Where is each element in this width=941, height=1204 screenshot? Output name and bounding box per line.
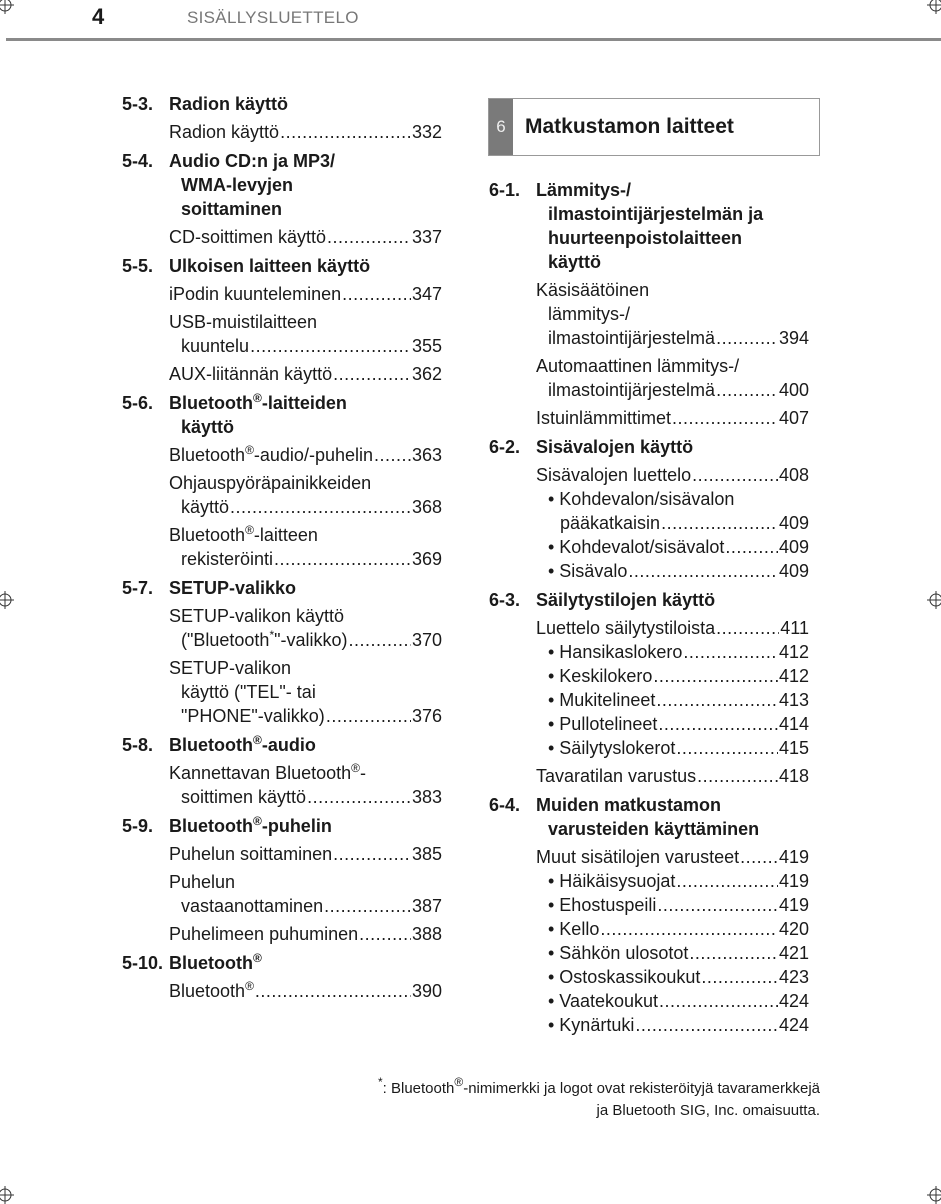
entry-page-number: 388 bbox=[411, 924, 442, 944]
dot-leader bbox=[672, 406, 778, 430]
entry-page-number: 408 bbox=[778, 465, 809, 485]
section-title-line: WMA-levyjen bbox=[181, 175, 294, 195]
entry-page-number: 419 bbox=[778, 895, 809, 915]
dot-leader bbox=[349, 628, 411, 652]
entry-page-number: 413 bbox=[778, 690, 809, 710]
entry-text: Radion käyttö bbox=[169, 122, 280, 142]
entry-text: Puhelun bbox=[169, 872, 236, 892]
entry-page-number: 394 bbox=[778, 328, 809, 348]
entry-line bbox=[536, 1013, 809, 1037]
entry-page-number: 370 bbox=[411, 630, 442, 650]
section-title-line: Bluetooth®-puhelin bbox=[169, 814, 332, 836]
entry-text: "PHONE"-valikko) bbox=[181, 706, 325, 726]
section-title bbox=[169, 391, 442, 439]
entry-text: • Sähkön ulosotot bbox=[548, 943, 689, 963]
registration-mark-icon bbox=[0, 0, 14, 14]
toc-entry[interactable] bbox=[122, 310, 442, 358]
section-number: 6-4. bbox=[489, 795, 521, 815]
entry-line bbox=[169, 120, 442, 144]
entry-text: Kannettavan Bluetooth®- bbox=[169, 761, 366, 783]
section-title bbox=[169, 814, 442, 838]
toc-entry[interactable] bbox=[489, 965, 809, 989]
toc-entry[interactable] bbox=[489, 487, 809, 535]
section-number: 5-6. bbox=[122, 393, 154, 413]
toc-entry[interactable] bbox=[489, 354, 809, 402]
entry-text: ("Bluetooth*"-valikko) bbox=[181, 628, 348, 650]
entry-line bbox=[169, 443, 442, 467]
toc-entry[interactable] bbox=[489, 736, 809, 760]
entry-text: iPodin kuunteleminen bbox=[169, 284, 342, 304]
entry-line bbox=[169, 761, 442, 785]
entry-page-number: 390 bbox=[411, 981, 442, 1001]
entry-line bbox=[169, 680, 442, 704]
entry-line bbox=[169, 471, 442, 495]
entry-text: pääkatkaisin bbox=[560, 513, 661, 533]
section-title-line: varusteiden käyttäminen bbox=[548, 819, 760, 839]
section-title-line: soittaminen bbox=[181, 199, 283, 219]
toc-entry[interactable] bbox=[489, 640, 809, 664]
entry-page-number: 355 bbox=[411, 336, 442, 356]
entry-line bbox=[536, 511, 809, 535]
toc-section bbox=[122, 149, 442, 249]
toc-entry[interactable] bbox=[489, 688, 809, 712]
toc-section bbox=[122, 814, 442, 946]
entry-line bbox=[169, 870, 442, 894]
entry-line bbox=[536, 989, 809, 1013]
toc-section bbox=[122, 391, 442, 571]
dot-leader bbox=[659, 989, 778, 1013]
entry-text: ilmastointijärjestelmä bbox=[548, 328, 716, 348]
entry-text: vastaanottaminen bbox=[181, 896, 324, 916]
toc-entry[interactable] bbox=[122, 471, 442, 519]
section-title-line: Muiden matkustamon bbox=[536, 795, 722, 815]
entry-line bbox=[169, 704, 442, 728]
section-title bbox=[169, 92, 442, 116]
chapter-heading-box bbox=[488, 98, 820, 156]
toc-entry[interactable] bbox=[122, 842, 442, 866]
section-heading bbox=[122, 951, 442, 975]
entry-text: kuuntelu bbox=[181, 336, 250, 356]
entry-text: • Sisävalo bbox=[548, 561, 628, 581]
entry-line bbox=[536, 535, 809, 559]
dot-leader bbox=[676, 869, 778, 893]
entry-page-number: 369 bbox=[411, 549, 442, 569]
toc-entry[interactable] bbox=[489, 616, 809, 640]
entry-text: • Ehostuspeili bbox=[548, 895, 657, 915]
entry-text: • Kynärtuki bbox=[548, 1015, 635, 1035]
entry-page-number: 409 bbox=[778, 561, 809, 581]
section-heading bbox=[122, 733, 442, 757]
toc-entry[interactable] bbox=[122, 225, 442, 249]
entry-text: • Pullotelineet bbox=[548, 714, 658, 734]
entry-line bbox=[536, 712, 809, 736]
entry-line bbox=[169, 282, 442, 306]
dot-leader bbox=[333, 842, 411, 866]
entry-line bbox=[169, 362, 442, 386]
entry-page-number: 424 bbox=[778, 1015, 809, 1035]
toc-entry[interactable] bbox=[122, 870, 442, 918]
section-heading bbox=[489, 588, 809, 612]
registration-mark-icon bbox=[0, 591, 14, 609]
entry-text: • Mukitelineet bbox=[548, 690, 656, 710]
entry-page-number: 409 bbox=[778, 513, 809, 533]
entry-line bbox=[536, 559, 809, 583]
section-heading bbox=[489, 793, 809, 841]
entry-text: Puhelun soittaminen bbox=[169, 844, 333, 864]
toc-entry[interactable] bbox=[489, 664, 809, 688]
entry-page-number: 415 bbox=[778, 738, 809, 758]
entry-page-number: 407 bbox=[778, 408, 809, 428]
dot-leader bbox=[692, 463, 778, 487]
toc-section bbox=[489, 793, 809, 1037]
entry-text: Ohjauspyöräpainikkeiden bbox=[169, 473, 372, 493]
entry-page-number: 347 bbox=[411, 284, 442, 304]
entry-line bbox=[536, 688, 809, 712]
entry-line bbox=[536, 463, 809, 487]
entry-line bbox=[536, 965, 809, 989]
toc-section bbox=[122, 92, 442, 144]
entry-text: • Kohdevalon/sisävalon bbox=[548, 489, 735, 509]
section-heading bbox=[122, 814, 442, 838]
section-number: 5-10. bbox=[122, 953, 164, 973]
toc-section bbox=[489, 588, 809, 788]
footnote-line-2: ja Bluetooth SIG, Inc. omaisuutta. bbox=[596, 1102, 820, 1119]
entry-page-number: 419 bbox=[778, 871, 809, 891]
section-number: 5-9. bbox=[122, 816, 154, 836]
entry-text: Tavaratilan varustus bbox=[536, 766, 697, 786]
entry-line bbox=[536, 278, 809, 302]
dot-leader bbox=[658, 712, 778, 736]
toc-left-column bbox=[122, 92, 442, 1008]
toc-section bbox=[122, 951, 442, 1003]
page-number: 4 bbox=[92, 4, 105, 29]
entry-page-number: 423 bbox=[778, 967, 809, 987]
entry-line bbox=[536, 378, 809, 402]
toc-entry[interactable] bbox=[489, 989, 809, 1013]
entry-line bbox=[169, 842, 442, 866]
entry-line bbox=[536, 640, 809, 664]
entry-line bbox=[169, 547, 442, 571]
dot-leader bbox=[740, 845, 778, 869]
entry-text: soittimen käyttö bbox=[181, 787, 307, 807]
toc-entry[interactable] bbox=[122, 979, 442, 1003]
entry-line bbox=[169, 785, 442, 809]
entry-line bbox=[169, 225, 442, 249]
entry-text: käyttö ("TEL"- tai bbox=[181, 682, 316, 702]
toc-section bbox=[489, 435, 809, 583]
entry-line bbox=[169, 310, 442, 334]
section-title-line: ilmastointijärjestelmän ja bbox=[548, 204, 764, 224]
entry-text: SETUP-valikon bbox=[169, 658, 292, 678]
entry-line bbox=[169, 495, 442, 519]
section-title-line: Säilytystilojen käyttö bbox=[536, 590, 716, 610]
dot-leader bbox=[250, 334, 411, 358]
dot-leader bbox=[716, 616, 779, 640]
entry-text: • Keskilokero bbox=[548, 666, 653, 686]
entry-text: Käsisäätöinen bbox=[536, 280, 650, 300]
toc-entry[interactable] bbox=[489, 941, 809, 965]
toc-entry[interactable] bbox=[489, 764, 809, 788]
entry-line bbox=[169, 656, 442, 680]
dot-leader bbox=[635, 1013, 778, 1037]
entry-line bbox=[169, 628, 442, 652]
toc-entry[interactable] bbox=[489, 463, 809, 487]
section-heading bbox=[489, 178, 809, 274]
toc-entry[interactable] bbox=[122, 282, 442, 306]
entry-text: • Vaatekoukut bbox=[548, 991, 659, 1011]
registration-mark-icon bbox=[927, 1186, 941, 1204]
section-heading bbox=[122, 149, 442, 221]
entry-line bbox=[169, 979, 442, 1003]
entry-text: Muut sisätilojen varusteet bbox=[536, 847, 740, 867]
entry-text: Puhelimeen puhuminen bbox=[169, 924, 359, 944]
toc-entry[interactable] bbox=[489, 278, 809, 350]
dot-leader bbox=[255, 979, 411, 1003]
section-title bbox=[536, 588, 809, 612]
section-title-line: Lämmitys-/ bbox=[536, 180, 632, 200]
dot-leader bbox=[333, 362, 411, 386]
entry-line bbox=[536, 487, 809, 511]
registration-mark-icon bbox=[927, 591, 941, 609]
dot-leader bbox=[661, 511, 778, 535]
entry-line bbox=[536, 941, 809, 965]
entry-line bbox=[536, 616, 809, 640]
entry-page-number: 383 bbox=[411, 787, 442, 807]
section-number: 6-1. bbox=[489, 180, 521, 200]
section-number: 6-2. bbox=[489, 437, 521, 457]
entry-line bbox=[536, 917, 809, 941]
entry-text: • Säilytyslokerot bbox=[548, 738, 676, 758]
section-title bbox=[536, 435, 809, 459]
entry-line bbox=[536, 326, 809, 350]
dot-leader bbox=[280, 120, 411, 144]
dot-leader bbox=[327, 225, 411, 249]
entry-text: ilmastointijärjestelmä bbox=[548, 380, 716, 400]
section-heading bbox=[122, 576, 442, 600]
section-title-line: Bluetooth®-audio bbox=[169, 733, 316, 755]
dot-leader bbox=[324, 894, 411, 918]
toc-right-column bbox=[489, 178, 809, 1042]
entry-page-number: 411 bbox=[780, 618, 809, 638]
toc-entry[interactable] bbox=[122, 922, 442, 946]
section-title-line: SETUP-valikko bbox=[169, 578, 297, 598]
dot-leader bbox=[653, 664, 778, 688]
registration-mark-icon bbox=[927, 0, 941, 14]
header-rule bbox=[6, 38, 941, 41]
entry-line bbox=[169, 334, 442, 358]
toc-section bbox=[489, 178, 809, 430]
chapter-title: Matkustamon laitteet bbox=[525, 115, 734, 138]
section-title-line: käyttö bbox=[181, 417, 235, 437]
registration-mark-icon bbox=[0, 1186, 14, 1204]
section-number: 5-5. bbox=[122, 256, 154, 276]
entry-line bbox=[536, 845, 809, 869]
entry-line bbox=[536, 302, 809, 326]
entry-page-number: 368 bbox=[411, 497, 442, 517]
toc-entry[interactable] bbox=[489, 559, 809, 583]
entry-page-number: 414 bbox=[778, 714, 809, 734]
entry-text: • Kohdevalot/sisävalot bbox=[548, 537, 725, 557]
entry-page-number: 419 bbox=[778, 847, 809, 867]
entry-page-number: 409 bbox=[778, 537, 809, 557]
entry-line bbox=[536, 664, 809, 688]
section-title bbox=[169, 951, 442, 975]
entry-text: • Ostoskassikoukut bbox=[548, 967, 701, 987]
section-title-line: Ulkoisen laitteen käyttö bbox=[169, 256, 371, 276]
entry-page-number: 418 bbox=[778, 766, 809, 786]
toc-entry[interactable] bbox=[122, 761, 442, 809]
entry-page-number: 400 bbox=[778, 380, 809, 400]
entry-text: CD-soittimen käyttö bbox=[169, 227, 327, 247]
entry-line bbox=[169, 523, 442, 547]
entry-line bbox=[536, 406, 809, 430]
toc-section bbox=[122, 733, 442, 809]
section-heading bbox=[122, 92, 442, 116]
entry-text: USB-muistilaitteen bbox=[169, 312, 318, 332]
entry-text: rekisteröinti bbox=[181, 549, 274, 569]
dot-leader bbox=[374, 443, 411, 467]
toc-section bbox=[122, 254, 442, 386]
footnote bbox=[377, 1075, 820, 1122]
dot-leader bbox=[683, 640, 778, 664]
entry-page-number: 362 bbox=[411, 364, 442, 384]
entry-text: AUX-liitännän käyttö bbox=[169, 364, 333, 384]
entry-text: • Hansikaslokero bbox=[548, 642, 683, 662]
section-number: 5-3. bbox=[122, 94, 154, 114]
section-number: 5-4. bbox=[122, 151, 154, 171]
entry-text: käyttö bbox=[181, 497, 230, 517]
entry-line bbox=[536, 354, 809, 378]
section-number: 5-8. bbox=[122, 735, 154, 755]
entry-line bbox=[169, 894, 442, 918]
dot-leader bbox=[676, 736, 778, 760]
entry-page-number: 421 bbox=[778, 943, 809, 963]
dot-leader bbox=[656, 688, 778, 712]
section-number: 6-3. bbox=[489, 590, 521, 610]
chapter-number: 6 bbox=[489, 99, 513, 155]
dot-leader bbox=[716, 326, 778, 350]
toc-entry[interactable] bbox=[122, 604, 442, 652]
entry-text: Automaattinen lämmitys-/ bbox=[536, 356, 740, 376]
toc-entry[interactable] bbox=[489, 845, 809, 869]
toc-entry[interactable] bbox=[489, 1013, 809, 1037]
dot-leader bbox=[230, 495, 411, 519]
entry-page-number: 376 bbox=[411, 706, 442, 726]
section-number: 5-7. bbox=[122, 578, 154, 598]
entry-page-number: 332 bbox=[411, 122, 442, 142]
entry-line bbox=[536, 764, 809, 788]
entry-line bbox=[536, 736, 809, 760]
dot-leader bbox=[701, 965, 778, 989]
section-heading bbox=[122, 254, 442, 278]
dot-leader bbox=[697, 764, 778, 788]
entry-text: Luettelo säilytystiloista bbox=[536, 618, 716, 638]
dot-leader bbox=[342, 282, 411, 306]
dot-leader bbox=[359, 922, 411, 946]
entry-text: Sisävalojen luettelo bbox=[536, 465, 692, 485]
section-title-line: Bluetooth® bbox=[169, 951, 262, 973]
toc-entry[interactable] bbox=[489, 535, 809, 559]
entry-text: lämmitys-/ bbox=[548, 304, 630, 324]
entry-line bbox=[169, 922, 442, 946]
dot-leader bbox=[725, 535, 778, 559]
toc-entry[interactable] bbox=[122, 523, 442, 571]
section-title-line: Sisävalojen käyttö bbox=[536, 437, 694, 457]
section-title bbox=[536, 793, 809, 841]
section-title bbox=[169, 733, 442, 757]
dot-leader bbox=[600, 917, 778, 941]
entry-text: • Kello bbox=[548, 919, 600, 939]
entry-line bbox=[536, 869, 809, 893]
entry-page-number: 385 bbox=[411, 844, 442, 864]
entry-text: SETUP-valikon käyttö bbox=[169, 606, 345, 626]
entry-page-number: 412 bbox=[778, 642, 809, 662]
section-title-line: käyttö bbox=[548, 252, 602, 272]
section-title-line: Radion käyttö bbox=[169, 94, 289, 114]
entry-text: • Häikäisysuojat bbox=[548, 871, 676, 891]
toc-entry[interactable] bbox=[122, 120, 442, 144]
dot-leader bbox=[326, 704, 411, 728]
section-title-line: Audio CD:n ja MP3/ bbox=[169, 151, 335, 171]
toc-entry[interactable] bbox=[122, 443, 442, 467]
dot-leader bbox=[716, 378, 778, 402]
toc-entry[interactable] bbox=[489, 917, 809, 941]
toc-entry[interactable] bbox=[489, 712, 809, 736]
toc-section bbox=[122, 576, 442, 728]
dot-leader bbox=[628, 559, 778, 583]
toc-entry[interactable] bbox=[489, 869, 809, 893]
toc-entry[interactable] bbox=[489, 406, 809, 430]
running-header-title: SISÄLLYSLUETTELO bbox=[187, 8, 359, 27]
section-heading bbox=[489, 435, 809, 459]
entry-page-number: 412 bbox=[778, 666, 809, 686]
section-heading bbox=[122, 391, 442, 439]
toc-entry[interactable] bbox=[122, 656, 442, 728]
entry-page-number: 387 bbox=[411, 896, 442, 916]
entry-text: Bluetooth®-laitteen bbox=[169, 523, 318, 545]
dot-leader bbox=[689, 941, 778, 965]
entry-text: Istuinlämmittimet bbox=[536, 408, 672, 428]
entry-page-number: 424 bbox=[778, 991, 809, 1011]
dot-leader bbox=[657, 893, 778, 917]
dot-leader bbox=[274, 547, 411, 571]
entry-text: Bluetooth®-audio/-puhelin bbox=[169, 443, 373, 465]
entry-page-number: 363 bbox=[411, 445, 442, 465]
toc-entry[interactable] bbox=[489, 893, 809, 917]
entry-text: Bluetooth® bbox=[169, 979, 254, 1001]
section-title bbox=[169, 149, 442, 221]
footnote-line-1: *: Bluetooth®-nimimerkki ja logot ovat rekisteröityjä tavaramerkkejä bbox=[377, 1075, 820, 1097]
section-title-line: Bluetooth®-laitteiden bbox=[169, 391, 347, 413]
toc-entry[interactable] bbox=[122, 362, 442, 386]
section-title-line: huurteenpoistolaitteen bbox=[548, 228, 743, 248]
section-title bbox=[536, 178, 809, 274]
entry-page-number: 337 bbox=[411, 227, 442, 247]
entry-page-number: 420 bbox=[778, 919, 809, 939]
section-title bbox=[169, 254, 442, 278]
dot-leader bbox=[307, 785, 411, 809]
entry-line bbox=[169, 604, 442, 628]
section-title bbox=[169, 576, 442, 600]
entry-line bbox=[536, 893, 809, 917]
